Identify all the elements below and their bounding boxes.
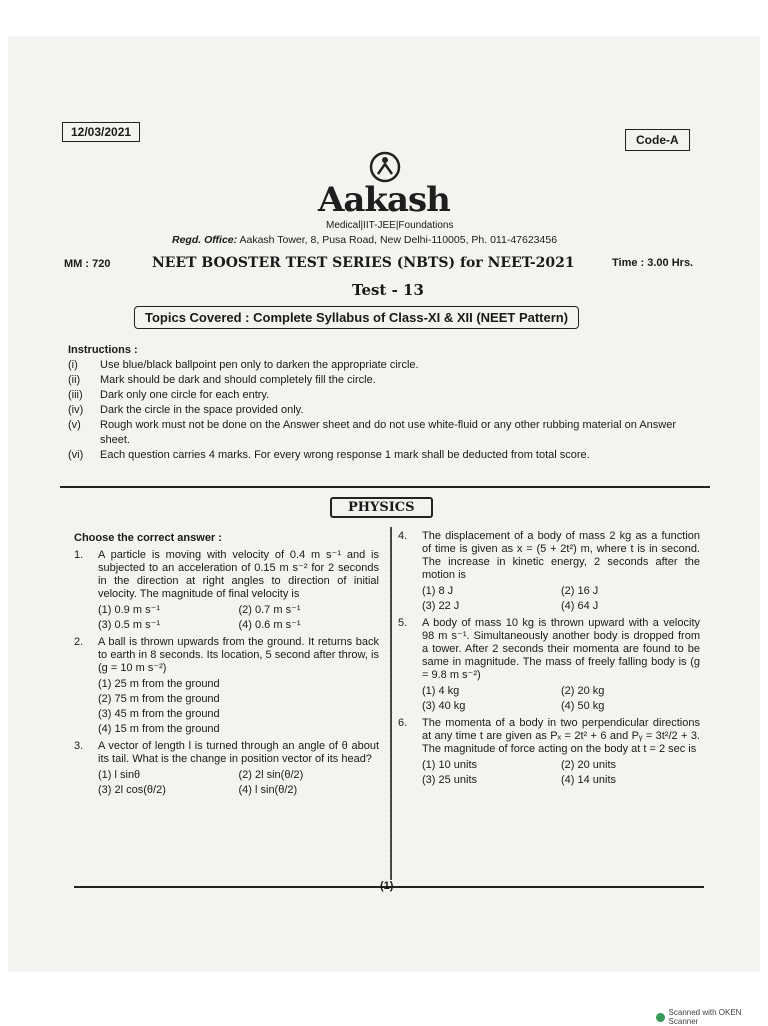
question: [74, 549, 379, 632]
options: [422, 685, 700, 713]
regd-label: Regd. Office:: [172, 234, 238, 246]
instruction-item: [68, 373, 708, 388]
question-row: [74, 636, 379, 675]
question-text: A body of mass 10 kg is thrown upward with a velocity 98 m s⁻¹. Simultaneously another body is dropped from a tower. After 2 seconds their momenta are found to be same in magnitude. The mass of freely falling body is (g = 9.8 m s⁻²): [422, 617, 700, 681]
instruction-item: [68, 388, 708, 403]
question-row: [398, 717, 700, 756]
options: [98, 769, 379, 797]
aakash-logo-icon: [368, 150, 402, 184]
question-number: 4.: [398, 530, 408, 542]
question-row: [74, 740, 379, 766]
instructions: [68, 343, 708, 463]
options: [422, 759, 700, 787]
question: [74, 740, 379, 797]
option: (2) 2l sin(θ/2): [238, 769, 304, 781]
instruction-text: Each question carries 4 marks. For every wrong response 1 mark shall be deducted from total score.: [100, 449, 590, 461]
question: [74, 636, 379, 736]
instruction-number: (vi): [68, 449, 84, 461]
option: (1) 4 kg: [422, 685, 460, 697]
regd-address: Aakash Tower, 8, Pusa Road, New Delhi-110005, Ph. 011-47623456: [239, 234, 558, 246]
option: (4) l sin(θ/2): [238, 784, 298, 796]
options: [98, 604, 379, 632]
scanner-logo-icon: [656, 1013, 665, 1022]
instruction-text: Dark the circle in the space provided only.: [100, 404, 304, 416]
divider-top: [60, 486, 710, 488]
question-number: 6.: [398, 717, 408, 729]
question-row: [398, 530, 700, 582]
option: (1) 8 J: [422, 585, 454, 597]
instruction-number: (i): [68, 359, 78, 371]
question: [398, 717, 700, 787]
option: (3) 45 m from the ground: [98, 708, 220, 720]
page-number: (1): [380, 880, 394, 892]
option: (4) 50 kg: [561, 700, 605, 712]
time-limit: Time : 3.00 Hrs.: [612, 257, 694, 269]
question-text: The displacement of a body of mass 2 kg as a function of time is given as x = (5 + 2t²) m, where t is in second. The increase in kinetic energy, 2 seconds after the motion is: [422, 530, 700, 581]
instruction-text: Use blue/black ballpoint pen only to darken the appropriate circle.: [100, 359, 419, 371]
left-column: [74, 532, 379, 801]
option: (3) 25 units: [422, 774, 478, 786]
option: (2) 20 kg: [561, 685, 605, 697]
topics-covered: Topics Covered : Complete Syllabus of Class-XI & XII (NEET Pattern): [134, 306, 579, 329]
series-title: NEET BOOSTER TEST SERIES (NBTS) for NEET-2021: [152, 255, 575, 271]
instruction-text: Rough work must not be done on the Answer sheet and do not use white-fluid or any other rubbing material on Answer sheet.: [100, 419, 677, 446]
instruction-item: [68, 448, 708, 463]
instruction-text: Mark should be dark and should completely fill the circle.: [100, 374, 376, 386]
option: (1) l sinθ: [98, 769, 141, 781]
option: (3) 0.5 m s⁻¹: [98, 619, 161, 631]
code-box: Code-A: [625, 129, 690, 151]
right-column: [398, 530, 700, 791]
option: (2) 20 units: [561, 759, 617, 771]
regd-office: [172, 234, 557, 246]
instruction-item: [68, 418, 708, 448]
question-text: A vector of length l is turned through an angle of θ about its tail. What is the change in position vector of its head?: [98, 740, 379, 765]
question-text: A ball is thrown upwards from the ground. It returns back to earth in 8 seconds. Its location, 5 second after throw, is (g = 10 m s⁻²): [98, 636, 379, 674]
max-marks: MM : 720: [64, 258, 111, 270]
choose-heading: Choose the correct answer :: [74, 532, 222, 544]
option: (4) 14 units: [561, 774, 617, 786]
question: [398, 617, 700, 713]
instruction-number: (iv): [68, 404, 84, 416]
question: [398, 530, 700, 613]
question-text: The momenta of a body in two perpendicular directions at any time t are given as Pₓ = 2t² + 6 and Pᵧ = 3t²/2 + 3. The magnitude of force acting on the body at t = 2 sec is: [422, 717, 700, 755]
question-number: 1.: [74, 549, 84, 561]
question-row: [398, 617, 700, 682]
instruction-item: [68, 358, 708, 373]
instructions-heading: Instructions :: [68, 344, 138, 356]
question-number: 2.: [74, 636, 84, 648]
question-number: 3.: [74, 740, 84, 752]
scanner-text: Scanned with OKEN Scanner: [668, 1008, 742, 1026]
option: (4) 0.6 m s⁻¹: [238, 619, 301, 631]
instruction-text: Dark only one circle for each entry.: [100, 389, 270, 401]
option: (3) 22 J: [422, 600, 460, 612]
option: (2) 16 J: [561, 585, 599, 597]
brand-tagline: Medical|IIT-JEE|Foundations: [326, 220, 454, 231]
option: (2) 75 m from the ground: [98, 693, 220, 705]
test-number: Test - 13: [352, 281, 424, 299]
option: (1) 25 m from the ground: [98, 678, 220, 690]
option: (1) 10 units: [422, 759, 478, 771]
options: [98, 678, 379, 736]
option: (2) 0.7 m s⁻¹: [238, 604, 301, 616]
date-box: 12/03/2021: [62, 122, 140, 142]
question-row: [74, 549, 379, 601]
instruction-number: (iii): [68, 389, 83, 401]
instruction-item: [68, 403, 708, 418]
scanner-watermark: [656, 1008, 768, 1026]
option: (4) 64 J: [561, 600, 599, 612]
instruction-number: (ii): [68, 374, 81, 386]
column-divider: [390, 527, 392, 880]
option: (1) 0.9 m s⁻¹: [98, 604, 161, 616]
brand-name: Aakash: [318, 180, 450, 220]
question-text: A particle is moving with velocity of 0.4 m s⁻¹ and is subjected to an acceleration of 0.15 m s⁻² for 2 seconds in the direction at right angles to direction of initial velocity. The magnitude of final velocity is: [98, 549, 379, 600]
option: (3) 40 kg: [422, 700, 466, 712]
option: (3) 2l cos(θ/2): [98, 784, 166, 796]
instruction-number: (v): [68, 419, 81, 431]
options: [422, 585, 700, 613]
section-title: PHYSICS: [330, 497, 433, 518]
option: (4) 15 m from the ground: [98, 723, 220, 735]
question-number: 5.: [398, 617, 408, 629]
